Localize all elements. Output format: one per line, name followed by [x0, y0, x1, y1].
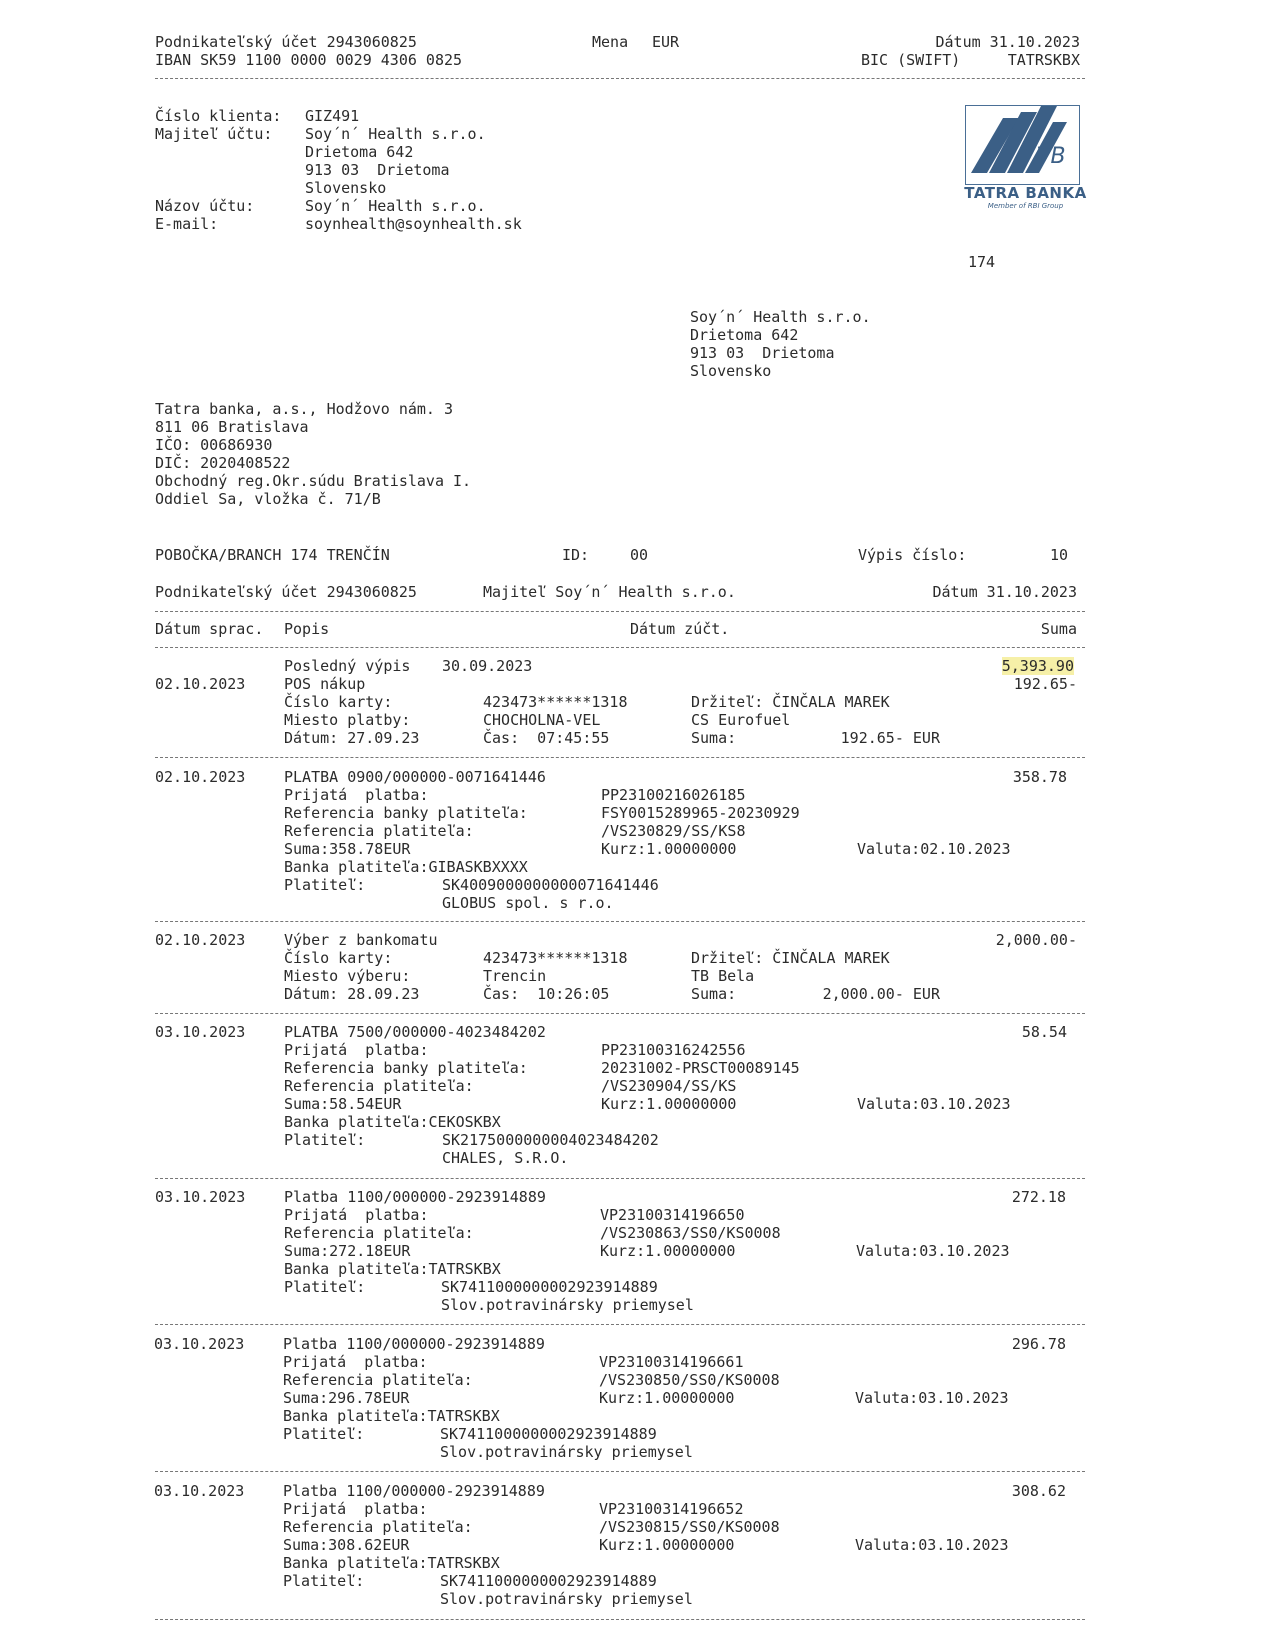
bic-label: BIC (SWIFT)	[861, 51, 961, 69]
txn-amount: 358.78	[1012, 768, 1067, 786]
txn-date: 02.10.2023	[155, 931, 246, 949]
divider	[155, 921, 1085, 922]
detail-label: Prijatá platba:	[283, 1500, 428, 1518]
owner-line: Drietoma 642	[305, 143, 414, 161]
tatra-banka-logo	[963, 100, 1088, 215]
divider	[155, 78, 1085, 79]
detail-value: FSY0015289965-20230929	[601, 804, 800, 822]
detail-value: VP23100314196652	[599, 1500, 744, 1518]
currency: EUR	[652, 33, 680, 51]
owner-line: 913 03 Drietoma	[305, 161, 450, 179]
tb-mark: TB	[1037, 144, 1066, 169]
place-label: Miesto výberu:	[284, 967, 411, 985]
payer-bank: Banka platiteľa:GIBASKBXXXX	[284, 858, 528, 876]
exchange-rate: Kurz:1.00000000	[601, 840, 737, 858]
value-date: Valuta:03.10.2023	[855, 1536, 1009, 1554]
txn-title: PLATBA 0900/000000-0071641446	[284, 768, 546, 786]
account-type: Podnikateľský účet 2943060825	[155, 33, 417, 51]
payer-account: SK7411000000002923914889	[441, 1278, 658, 1296]
exchange-rate: Kurz:1.00000000	[599, 1536, 735, 1554]
logo-tagline: Member of RBI Group	[987, 202, 1064, 210]
txn-time: Čas: 10:26:05	[483, 985, 610, 1003]
email-label: E-mail:	[155, 215, 219, 233]
recipient-line: 913 03 Drietoma	[690, 344, 835, 362]
card-label: Číslo karty:	[284, 949, 393, 967]
bank-line: 811 06 Bratislava	[155, 418, 309, 436]
txn-time: Čas: 07:45:55	[483, 729, 610, 747]
payer-bank: Banka platiteľa:TATRSKBX	[284, 1260, 501, 1278]
detail-label: Suma:308.62EUR	[283, 1536, 410, 1554]
txn-amount: 58.54	[1021, 1023, 1067, 1041]
payer-name: Slov.potravinársky priemysel	[440, 1590, 693, 1608]
detail-label: Referencia banky platiteľa:	[284, 804, 528, 822]
txn-date-detail: Dátum: 27.09.23	[284, 729, 420, 747]
owner-label: Majiteľ účtu:	[155, 125, 273, 143]
bank-line: Obchodný reg.Okr.súdu Bratislava I.	[155, 472, 472, 490]
exchange-rate: Kurz:1.00000000	[600, 1242, 736, 1260]
opening-balance-value: 5,393.90	[1001, 657, 1074, 675]
payer-bank: Banka platiteľa:TATRSKBX	[283, 1554, 500, 1572]
value-date: Valuta:03.10.2023	[856, 1242, 1010, 1260]
txn-amount: 272.18	[1011, 1188, 1066, 1206]
payer-name: CHALES, S.R.O.	[442, 1149, 569, 1167]
payer-bank: Banka platiteľa:CEKOSKBX	[284, 1113, 501, 1131]
recipient-line: Drietoma 642	[690, 326, 799, 344]
sum-label: Suma:	[691, 985, 737, 1003]
detail-label: Referencia platiteľa:	[284, 1224, 474, 1242]
txn-date: 03.10.2023	[155, 1188, 246, 1206]
detail-value: PP23100316242556	[601, 1041, 746, 1059]
account-line-owner: Majiteľ Soy´n´ Health s.r.o.	[483, 583, 736, 601]
recipient-line: Slovensko	[690, 362, 772, 380]
sum-value: 192.65- EUR	[840, 729, 940, 747]
detail-value: /VS230850/SS0/KS0008	[599, 1371, 780, 1389]
divider	[155, 1619, 1085, 1620]
statement-no-label: Výpis číslo:	[858, 546, 967, 564]
currency-label: Mena	[592, 33, 629, 51]
txn-date: 02.10.2023	[155, 768, 246, 786]
txn-date-detail: Dátum: 28.09.23	[284, 985, 420, 1003]
divider	[155, 611, 1085, 612]
payer-name: Slov.potravinársky priemysel	[440, 1443, 693, 1461]
payer-label: Platiteľ:	[284, 876, 366, 894]
owner-line: Soy´n´ Health s.r.o.	[305, 125, 486, 143]
client-number: GIZ491	[305, 107, 360, 125]
bank-line: Tatra banka, a.s., Hodžovo nám. 3	[155, 400, 454, 418]
bank-line: IČO: 00686930	[155, 436, 273, 454]
card-number: 423473******1318	[483, 693, 628, 711]
txn-title: PLATBA 7500/000000-4023484202	[284, 1023, 546, 1041]
txn-date: 02.10.2023	[155, 675, 246, 693]
detail-value: /VS230829/SS/KS8	[601, 822, 746, 840]
client-number-label: Číslo klienta:	[155, 107, 282, 125]
owner-line: Slovensko	[305, 179, 387, 197]
statement-date: Dátum 31.10.2023	[935, 33, 1080, 51]
divider	[155, 1471, 1085, 1472]
txn-amount: 192.65-	[1013, 675, 1077, 693]
txn-title: Platba 1100/000000-2923914889	[283, 1335, 545, 1353]
payer-account: SK2175000000004023484202	[442, 1131, 659, 1149]
exchange-rate: Kurz:1.00000000	[599, 1389, 735, 1407]
detail-label: Referencia platiteľa:	[284, 822, 474, 840]
detail-value: PP23100216026185	[601, 786, 746, 804]
page-code: 174	[968, 253, 996, 271]
detail-label: Prijatá platba:	[284, 1041, 429, 1059]
opening-balance	[1002, 657, 1074, 675]
payer-account: SK7411000000002923914889	[440, 1572, 657, 1590]
detail-value: /VS230904/SS/KS	[601, 1077, 737, 1095]
id-label: ID:	[562, 546, 590, 564]
last-statement-date: 30.09.2023	[442, 657, 533, 675]
sum-label: Suma:	[691, 729, 737, 747]
detail-value: /VS230815/SS0/KS0008	[599, 1518, 780, 1536]
payer-account: SK4009000000000071641446	[442, 876, 659, 894]
txn-amount: 296.78	[1011, 1335, 1066, 1353]
payer-account: SK7411000000002923914889	[440, 1425, 657, 1443]
exchange-rate: Kurz:1.00000000	[601, 1095, 737, 1113]
email: soynhealth@soynhealth.sk	[305, 215, 522, 233]
id-value: 00	[630, 546, 649, 564]
bank-line: Oddiel Sa, vložka č. 71/B	[155, 490, 381, 508]
detail-label: Suma:296.78EUR	[283, 1389, 410, 1407]
statement-no: 10	[1049, 546, 1068, 564]
payer-label: Platiteľ:	[284, 1278, 366, 1296]
card-holder: Držiteľ: ČINČALA MAREK	[691, 693, 890, 711]
detail-value: VP23100314196661	[599, 1353, 744, 1371]
txn-date: 03.10.2023	[155, 1023, 246, 1041]
detail-value: VP23100314196650	[600, 1206, 745, 1224]
last-statement-label: Posledný výpis	[284, 657, 411, 675]
txn-date: 03.10.2023	[154, 1335, 245, 1353]
detail-label: Suma:358.78EUR	[284, 840, 411, 858]
place-value: Trencin	[483, 967, 547, 985]
payer-label: Platiteľ:	[283, 1572, 365, 1590]
detail-label: Referencia platiteľa:	[284, 1077, 474, 1095]
payer-name: GLOBUS spol. s r.o.	[442, 894, 614, 912]
detail-label: Prijatá platba:	[283, 1353, 428, 1371]
logo-name: TATRA BANKA	[964, 184, 1087, 202]
divider	[155, 647, 1085, 648]
account-name: Soy´n´ Health s.r.o.	[305, 197, 486, 215]
merchant: CS Eurofuel	[691, 711, 791, 729]
txn-date: 03.10.2023	[154, 1482, 245, 1500]
col-desc: Popis	[284, 620, 330, 638]
detail-label: Referencia banky platiteľa:	[284, 1059, 528, 1077]
detail-label: Suma:58.54EUR	[284, 1095, 402, 1113]
detail-label: Referencia platiteľa:	[283, 1518, 473, 1536]
card-number: 423473******1318	[483, 949, 628, 967]
divider	[155, 1013, 1085, 1014]
col-posting: Dátum zúčt.	[630, 620, 730, 638]
detail-label: Suma:272.18EUR	[284, 1242, 411, 1260]
payer-label: Platiteľ:	[283, 1425, 365, 1443]
txn-title: Platba 1100/000000-2923914889	[283, 1482, 545, 1500]
iban: IBAN SK59 1100 0000 0029 4306 0825	[155, 51, 463, 69]
divider	[155, 1178, 1085, 1179]
value-date: Valuta:03.10.2023	[857, 1095, 1011, 1113]
col-date: Dátum sprac.	[155, 620, 264, 638]
divider	[155, 757, 1085, 758]
account-line-account: Podnikateľský účet 2943060825	[155, 583, 417, 601]
txn-amount: 308.62	[1011, 1482, 1066, 1500]
payer-bank: Banka platiteľa:TATRSKBX	[283, 1407, 500, 1425]
txn-title: Výber z bankomatu	[284, 931, 438, 949]
col-amount: Suma	[1040, 620, 1077, 638]
txn-title: POS nákup	[284, 675, 366, 693]
place-label: Miesto platby:	[284, 711, 411, 729]
bic: TATRSKBX	[1007, 51, 1080, 69]
payer-name: Slov.potravinársky priemysel	[441, 1296, 694, 1314]
txn-amount: 2,000.00-	[995, 931, 1077, 949]
bank-line: DIČ: 2020408522	[155, 454, 291, 472]
atm-name: TB Bela	[691, 967, 755, 985]
detail-value: /VS230863/SS0/KS0008	[600, 1224, 781, 1242]
card-holder: Držiteľ: ČINČALA MAREK	[691, 949, 890, 967]
divider	[155, 1324, 1085, 1325]
branch-label: POBOČKA/BRANCH 174 TRENČÍN	[155, 546, 390, 564]
detail-value: 20231002-PRSCT00089145	[601, 1059, 800, 1077]
txn-title: Platba 1100/000000-2923914889	[284, 1188, 546, 1206]
place-value: CHOCHOLNA-VEL	[483, 711, 601, 729]
sum-value: 2,000.00- EUR	[822, 985, 940, 1003]
card-label: Číslo karty:	[284, 693, 393, 711]
value-date: Valuta:02.10.2023	[857, 840, 1011, 858]
recipient-line: Soy´n´ Health s.r.o.	[690, 308, 871, 326]
account-name-label: Názov účtu:	[155, 197, 255, 215]
tb-stripes-icon	[963, 100, 1088, 190]
detail-label: Referencia platiteľa:	[283, 1371, 473, 1389]
account-line-date: Dátum 31.10.2023	[932, 583, 1077, 601]
value-date: Valuta:03.10.2023	[855, 1389, 1009, 1407]
detail-label: Prijatá platba:	[284, 1206, 429, 1224]
payer-label: Platiteľ:	[284, 1131, 366, 1149]
detail-label: Prijatá platba:	[284, 786, 429, 804]
